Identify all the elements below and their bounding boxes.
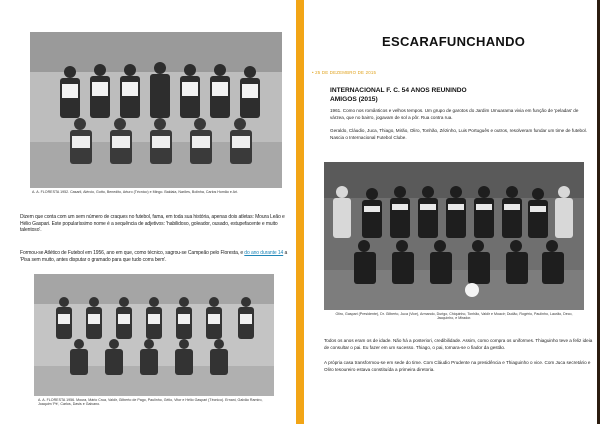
post-date: • 25 DE DEZEMBRO DE 2015 [312,70,377,75]
paragraph-text: a 'Pisa sem muito, antes disputar o gramado para que tudo corra bem'. [20,250,288,263]
team-photo-1956 [34,274,274,396]
photo-caption: A. A. FLORESTA 1952. Casaril, Alércio, Gotto, Benedito, Arturo (Técnico) e Mingo. Baldaia, Narões, Bolinha, Carlos Homão e Ari. [32,190,239,194]
intro-paragraph: 1961. Como nos românticos e velhos tempos. Um grupo de garotos do Jardim Umuarama vivia em função de 'peladas' de várzea, que no bairro, jogavam de sol a pôr. Rua contra rua. [330,108,579,120]
photo-caption: Oliro, Gaspari (Presidente), Dr. Gilberto, Juca (Vice), Armando, Durigo, Chiquinho, Tonhão, Valdir e Moacir; Dudão, Rogério, Paulinho, Laurão, Deco, Jacquinho, e Mirador. [335,312,573,321]
team-photo-internacional [324,162,584,310]
intro-paragraph: Geraldo, Cláudio, Juca, Thiago, Mirão, Oliro, Tonhão, Zézinho, Luis Português e outros, resolveram fundar um time de futebol. Nascia o Internacional Futebol Clube. [330,128,587,140]
paragraph-with-link [20,250,290,263]
paragraph-text: Formou-se Atlético de Futebol em 1956, ano em que, como técnico, sagrou-se Campeão pelo Floresta, e [20,250,245,256]
inline-link[interactable]: do ano durante 14 [244,250,284,256]
right-page [304,0,600,424]
post-title-line: AMIGOS (2015) [330,96,378,103]
team-photo-1952 [30,32,282,188]
post-title [330,86,480,104]
post-title-line: INTERNACIONAL F. C. 54 ANOS REUNINDO [330,87,467,94]
paragraph: Todos os anos eram os de idade. Não há a posteriori, credibilidade. Assim, como compra os uniformes. Thiaguinho teve a feliz ideia de consultar o pai. Eu fazer em um sucesso. Thiago, o pai, tornara-se o fiador da gestão. [324,338,593,350]
page-title: ESCARAFUNCHANDO [382,34,526,49]
paragraph: A própria casa transformou-se em sede do time. Com Cláudio Prudente na presidência e Thiaguinho o vice. Com Juca secretário e Oliro tesoureiro estava constituída a primeira diretoria. [324,360,591,372]
book-gutter [296,0,304,424]
photo-caption: A. A. FLORESTA 1956. Moura, Mário Crua, Valdir, Gilberto de Pago, Paulinho, Gélio, Vitor e Hélio Gaspari (Técnico). Ernani, Galvão Ramiro, Joaquim 'Pé', Carlos, Davis e Galvano. [38,398,263,407]
left-page [0,0,296,424]
paragraph: Dizem que conta com um sem número de craques no futebol, fama, em toda sua história, apenas dois atletas: Moura Leão e Hélio Gaspari. Este popularíssimo nome é a sequência de adjetivos: 'habilidoso, goleador, ousado, estupefacente e muito talentoso'. [20,214,285,234]
